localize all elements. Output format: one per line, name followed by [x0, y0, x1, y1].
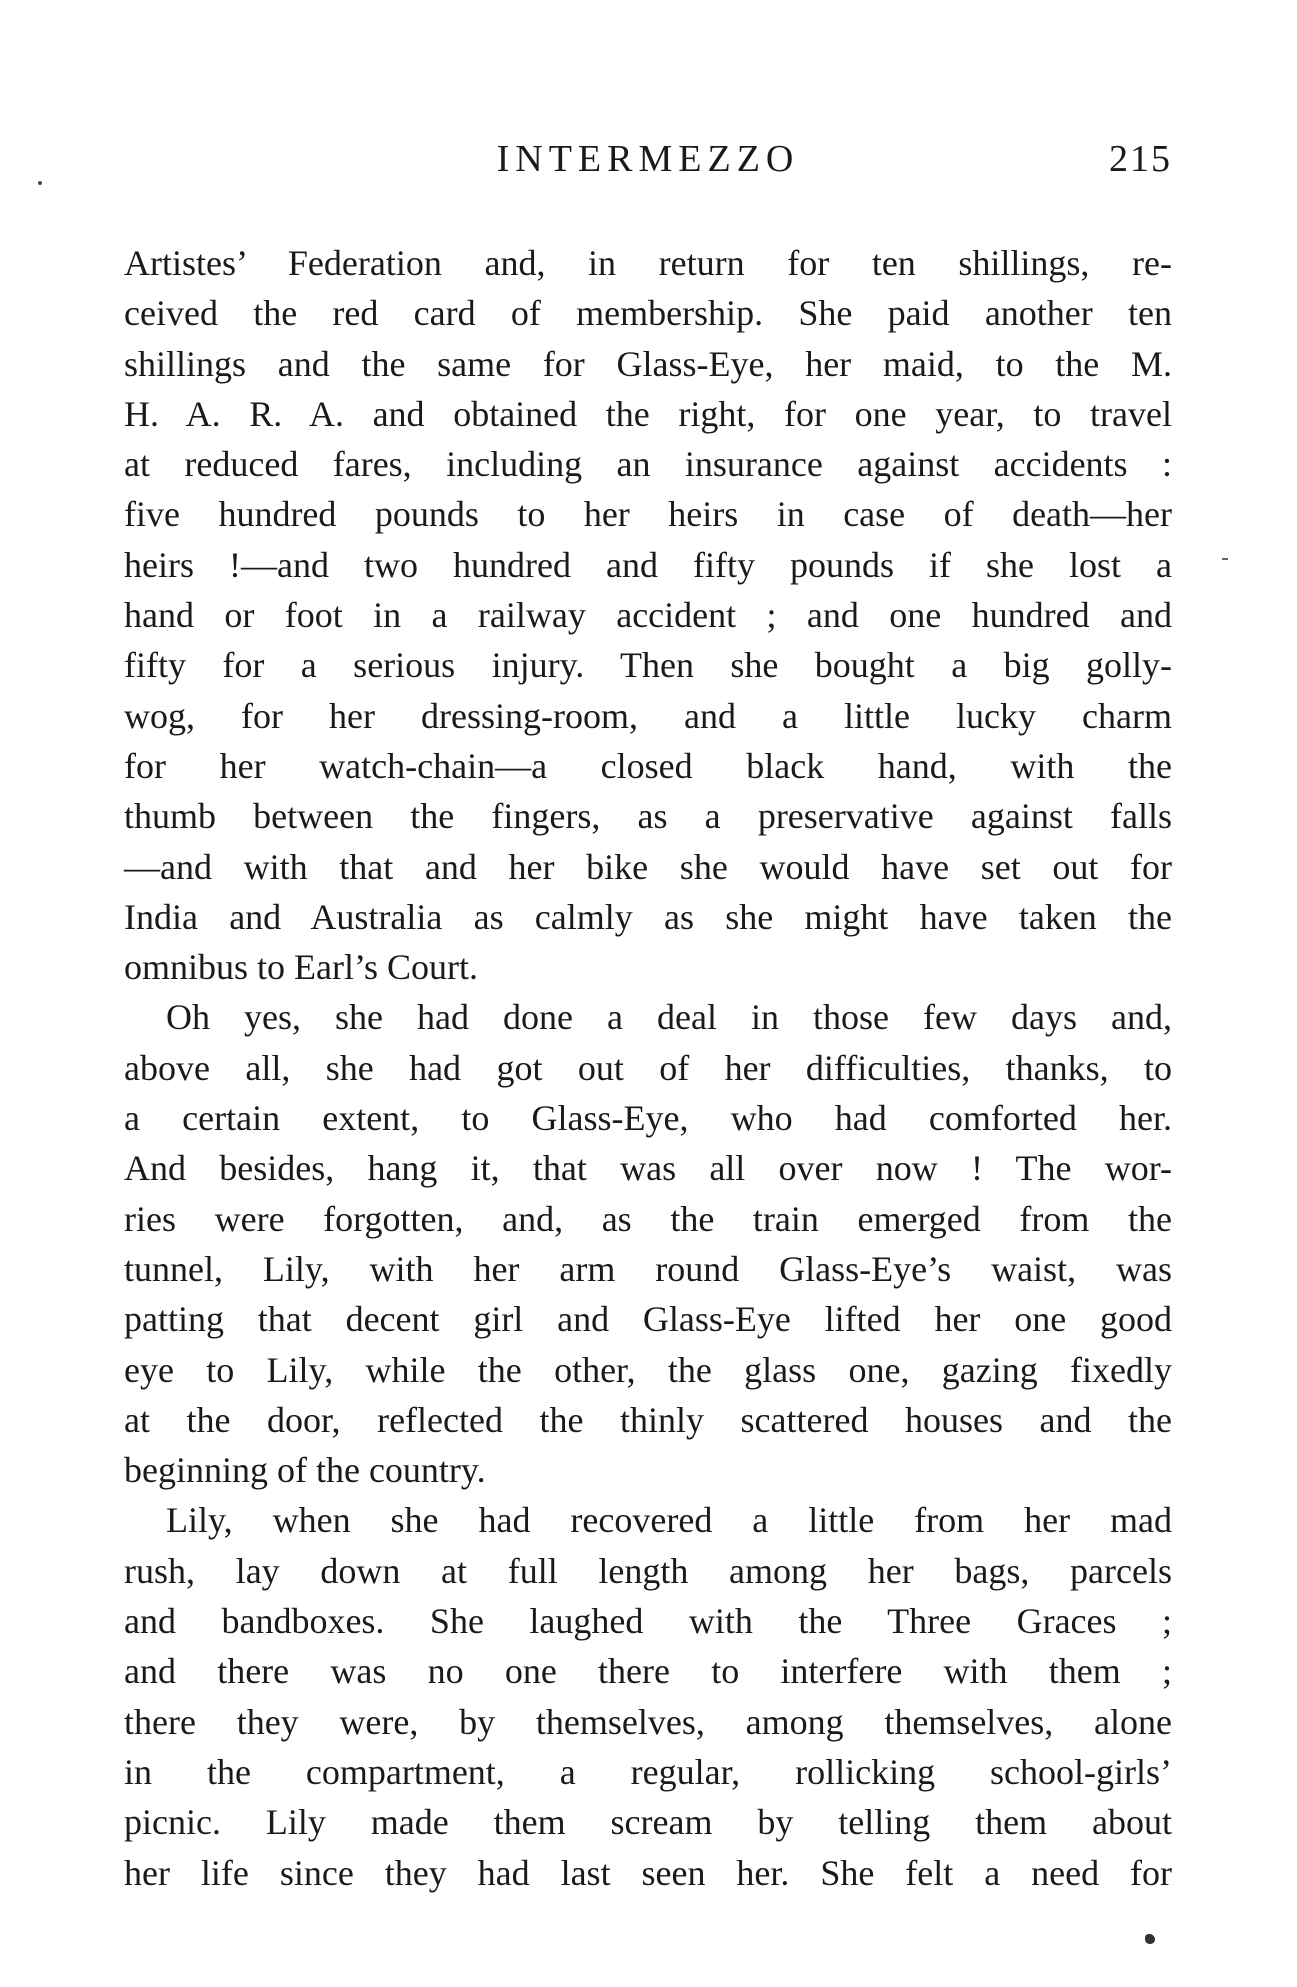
text-line: H. A. R. A. and obtained the right, for one year, to travel	[124, 393, 1172, 434]
text-line: at reduced fares, including an insurance against accidents :	[124, 444, 1172, 485]
text-line: heirs !—and two hundred and fifty pounds if she lost a	[124, 544, 1172, 585]
text-line: for her watch-chain—a closed black hand, with the	[124, 745, 1172, 786]
text-line: wog, for her dressing-room, and a little lucky charm	[124, 695, 1172, 736]
text-line: there they were, by themselves, among themselves, alone	[124, 1701, 1172, 1742]
text-line: shillings and the same for Glass-Eye, her maid, to the M.	[124, 343, 1172, 384]
text-line: beginning of the country.	[124, 1450, 486, 1491]
text-line: thumb between the fingers, as a preservative against falls	[124, 796, 1172, 837]
text-line: Lily, when she had recovered a little from her mad	[166, 1500, 1172, 1541]
text-line: omnibus to Earl’s Court.	[124, 947, 478, 988]
text-line: and bandboxes. She laughed with the Three Graces ;	[124, 1601, 1172, 1642]
text-line: picnic. Lily made them scream by telling them about	[124, 1802, 1172, 1843]
text-line: Artistes’ Federation and, in return for ten shillings, re-	[124, 243, 1172, 283]
body-text	[124, 238, 1172, 1898]
text-line: And besides, hang it, that was all over now ! The wor-	[124, 1148, 1172, 1189]
margin-mark	[1222, 558, 1228, 560]
text-line: eye to Lily, while the other, the glass one, gazing fixedly	[124, 1349, 1172, 1390]
text-line: and there was no one there to interfere with them ;	[124, 1651, 1172, 1692]
text-line: Oh yes, she had done a deal in those few days and,	[166, 997, 1172, 1038]
text-line: tunnel, Lily, with her arm round Glass-Eye’s waist, was	[124, 1248, 1172, 1289]
text-line: above all, she had got out of her difficulties, thanks, to	[124, 1047, 1172, 1088]
text-line: rush, lay down at full length among her bags, parcels	[124, 1550, 1172, 1591]
text-line: ries were forgotten, and, as the train emerged from the	[124, 1198, 1172, 1239]
text-line: India and Australia as calmly as she might have taken the	[124, 896, 1172, 937]
text-line: patting that decent girl and Glass-Eye lifted her one good	[124, 1299, 1172, 1340]
text-line: a certain extent, to Glass-Eye, who had comforted her.	[124, 1098, 1172, 1139]
running-head	[124, 134, 1172, 184]
page-number: 215	[1109, 138, 1172, 180]
print-speck	[38, 181, 42, 185]
running-title: INTERMEZZO	[496, 138, 800, 180]
text-line: hand or foot in a railway accident ; and one hundred and	[124, 595, 1172, 636]
text-line: in the compartment, a regular, rollicking school-girls’	[124, 1751, 1172, 1792]
text-line: at the door, reflected the thinly scattered houses and the	[124, 1399, 1172, 1440]
text-line: her life since they had last seen her. She felt a need for	[124, 1852, 1172, 1893]
text-line: ceived the red card of membership. She paid another ten	[124, 293, 1172, 334]
printer-ornament	[1145, 1934, 1155, 1944]
text-line: —and with that and her bike she would have set out for	[124, 846, 1172, 887]
text-line: fifty for a serious injury. Then she bought a big golly-	[124, 645, 1172, 686]
text-line: five hundred pounds to her heirs in case of death—her	[124, 494, 1172, 535]
